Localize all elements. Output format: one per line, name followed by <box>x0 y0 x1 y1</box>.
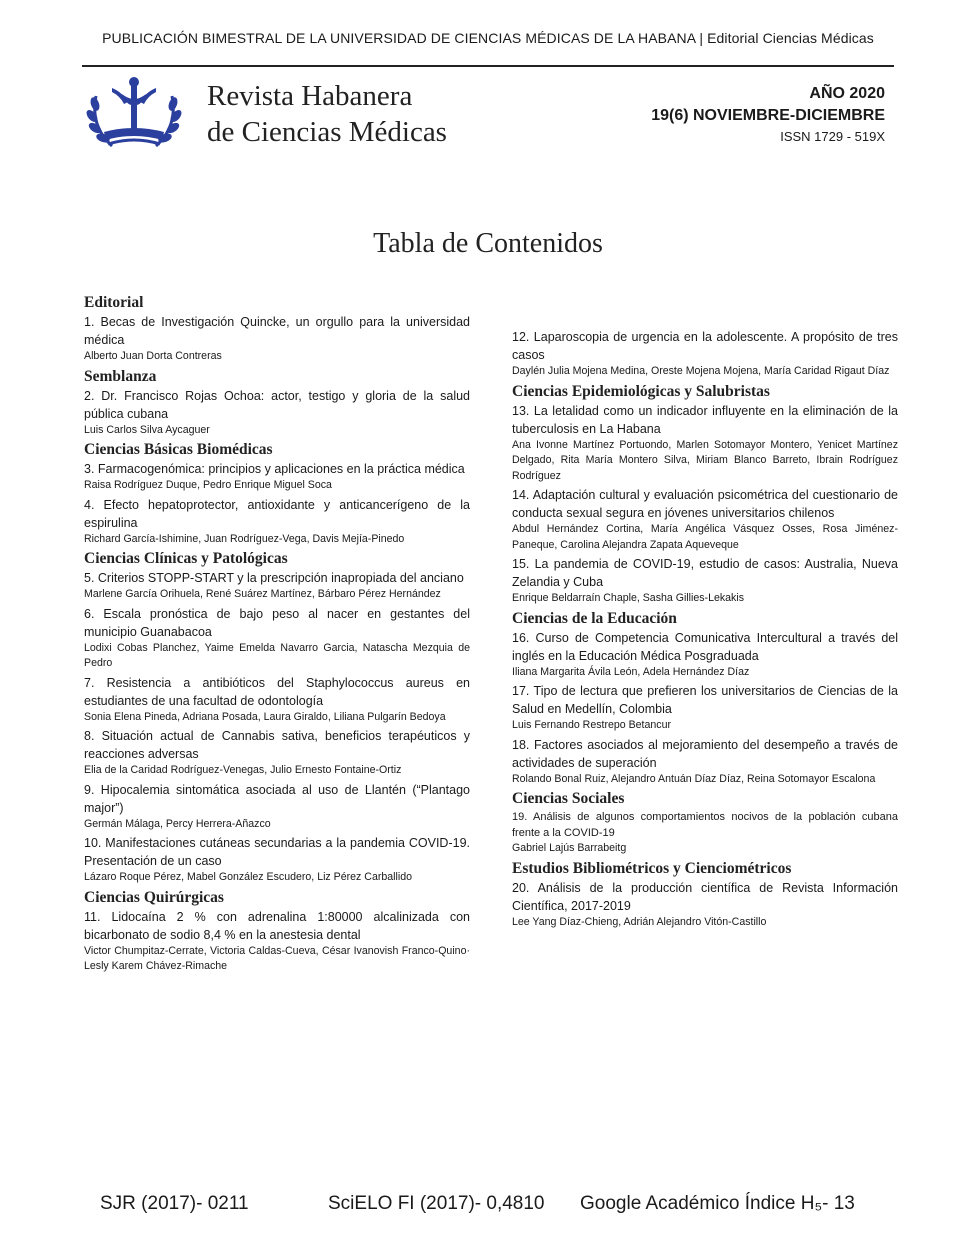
section-heading: Ciencias Básicas Biomédicas <box>84 441 273 458</box>
section-heading: Editorial <box>84 294 144 311</box>
article-title[interactable]: 11. Lidocaína 2 % con adrenalina 1:80000 alcalinizada con bicarbonato de sodio 8,4 % en la anestesia dental <box>84 909 470 942</box>
issn: ISSN 1729 - 519X <box>780 129 885 144</box>
article-title[interactable]: 5. Criterios STOPP-START y la prescripción inapropiada del anciano <box>84 571 464 585</box>
issue-info <box>651 84 885 146</box>
journal-title-line1: Revista Habanera <box>207 80 413 112</box>
article-authors: Marlene García Orihuela, René Suárez Martínez, Bárbaro Pérez Hernández <box>84 588 441 600</box>
university-logo <box>82 74 186 154</box>
toc-right-column <box>512 328 898 932</box>
article-authors: Abdul Hernández Cortina, María Angélica Vásquez Osses, Rosa Jiménez-Paneque, Carolina Alejandra Zapata Aqueveque <box>512 523 898 551</box>
section-heading: Estudios Bibliométricos y Cienciométricos <box>512 859 792 877</box>
article-title[interactable]: 15. La pandemia de COVID-19, estudio de casos: Australia, Nueva Zelandia y Cuba <box>512 557 898 589</box>
sjr-metric: SJR (2017)- 0211 <box>100 1193 249 1214</box>
article-authors: Rolando Bonal Ruiz, Alejandro Antuán Díaz Díaz, Reina Sotomayor Escalona <box>512 772 876 785</box>
article-title[interactable]: 3. Farmacogenómica: principios y aplicaciones en la práctica médica <box>84 462 465 476</box>
header-rule <box>82 65 894 67</box>
article-title[interactable]: 7. Resistencia a antibióticos del Staphylococcus aureus en estudiantes de una facultad de odontología <box>84 675 470 708</box>
section-heading: Ciencias Epidemiológicas y Salubristas <box>512 382 770 400</box>
article-authors: Elia de la Caridad Rodríguez-Venegas, Julio Ernesto Fontaine-Ortiz <box>84 764 402 776</box>
article-title[interactable]: 16. Curso de Competencia Comunicativa Intercultural a través del inglés en la Educación Médica Posgraduada <box>512 630 898 663</box>
issue-number: 19(6) NOVIEMBRE-DICIEMBRE <box>651 107 885 124</box>
article-authors: Richard García-Ishimine, Juan Rodríguez-Vega, Davis Mejía-Pinedo <box>84 532 405 545</box>
article-title[interactable]: 13. La letalidad como un indicador influyente en la eliminación de la tuberculosis en La Habana <box>512 403 898 436</box>
section-heading: Ciencias Clínicas y Patológicas <box>84 550 288 567</box>
article-title[interactable]: 20. Análisis de la producción científica de Revista Información Científica, 2017-2019 <box>512 880 898 913</box>
section-heading: Ciencias Quirúrgicas <box>84 888 224 906</box>
article-authors: Enrique Beldarraín Chaple, Sasha Gillies-Lekakis <box>512 592 745 604</box>
section-heading: Ciencias Sociales <box>512 790 625 807</box>
journal-title <box>207 78 447 150</box>
article-authors: Raisa Rodríguez Duque, Pedro Enrique Miguel Soca <box>84 479 332 491</box>
article-authors: Germán Málaga, Percy Herrera-Añazco <box>84 817 271 830</box>
article-title[interactable]: 19. Análisis de algunos comportamientos nocivos de la población cubana frente a la COVID-19 <box>512 811 898 839</box>
issue-year: AÑO 2020 <box>809 85 885 102</box>
toc-left-column <box>84 292 470 977</box>
article-authors: Sonia Elena Pineda, Adriana Posada, Laura Giraldo, Liliana Pulgarín Bedoya <box>84 710 446 723</box>
article-title[interactable]: 18. Factores asociados al mejoramiento del desempeño a través de actividades de superación <box>512 737 898 770</box>
article-title[interactable]: 17. Tipo de lectura que prefieren los universitarios de Ciencias de la Salud en Medellín, Colombia <box>512 684 898 716</box>
article-title[interactable]: 2. Dr. Francisco Rojas Ochoa: actor, testigo y gloria de la salud pública cubana <box>84 388 470 421</box>
article-authors: Iliana Margarita Ávila León, Adela Hernández Díaz <box>512 665 750 678</box>
article-authors: Alberto Juan Dorta Contreras <box>84 350 222 362</box>
journal-title-line2: de Ciencias Médicas <box>207 116 447 148</box>
article-title[interactable]: 1. Becas de Investigación Quincke, un orgullo para la universidad médica <box>84 315 470 347</box>
article-authors: Victor Chumpitaz-Cerrate, Victoria Caldas-Cueva, César Ivanovish Franco-Quino· Lesly Karem Chávez-Rimache <box>84 944 470 972</box>
article-title[interactable]: 4. Efecto hepatoprotector, antioxidante y anticancerígeno de la espirulina <box>84 497 470 530</box>
article-title[interactable]: 12. Laparoscopia de urgencia en la adolescente. A propósito de tres casos <box>512 330 898 362</box>
toc-title: Tabla de Contenidos <box>373 228 603 259</box>
article-authors: Gabriel Lajús Barrabeitg <box>512 842 627 854</box>
article-authors: Lodixi Cobas Planchez, Yaime Emelda Navarro Garcia, Natascha Mezquia de Pedro <box>84 641 470 669</box>
section-heading: Semblanza <box>84 367 157 385</box>
article-authors: Lee Yang Díaz-Chieng, Adrián Alejandro Vitón-Castillo <box>512 915 767 928</box>
publisher-line: PUBLICACIÓN BIMESTRAL DE LA UNIVERSIDAD DE CIENCIAS MÉDICAS DE LA HABANA | Editorial Ciencias Médicas <box>102 30 874 46</box>
article-authors: Luis Carlos Silva Aycaguer <box>84 423 210 436</box>
article-title[interactable]: 8. Situación actual de Cannabis sativa, beneficios terapéuticos y reacciones adversas <box>84 729 470 761</box>
article-authors: Ana Ivonne Martínez Portuondo, Marlen Sotomayor Montero, Yenicet Martínez Delgado, Rita María Montero Silva, Miriam Blanco Barreto, Ibrain Rodríguez Rodríguez <box>512 438 898 482</box>
article-authors: Daylén Julia Mojena Medina, Oreste Mojena Mojena, María Caridad Rigaut Díaz <box>512 365 890 377</box>
scielo-metric: SciELO FI (2017)- 0,4810 <box>328 1193 545 1214</box>
article-title[interactable]: 9. Hipocalemia sintomática asociada al uso de Llantén (“Plantago major”) <box>84 782 470 815</box>
article-title[interactable]: 6. Escala pronóstica de bajo peso al nacer en gestantes del municipio Guanabacoa <box>84 606 470 639</box>
google-metric: Google Académico Índice H₅- 13 <box>580 1193 855 1214</box>
section-heading: Ciencias de la Educación <box>512 609 677 627</box>
article-authors: Lázaro Roque Pérez, Mabel González Escudero, Liz Pérez Carballido <box>84 871 412 883</box>
article-title[interactable]: 14. Adaptación cultural y evaluación psicométrica del cuestionario de conducta sexual segura en jóvenes universitarios chilenos <box>512 488 898 520</box>
article-title[interactable]: 10. Manifestaciones cutáneas secundarias a la pandemia COVID-19. Presentación de un caso <box>84 836 470 868</box>
article-authors: Luis Fernando Restrepo Betancur <box>512 719 671 731</box>
